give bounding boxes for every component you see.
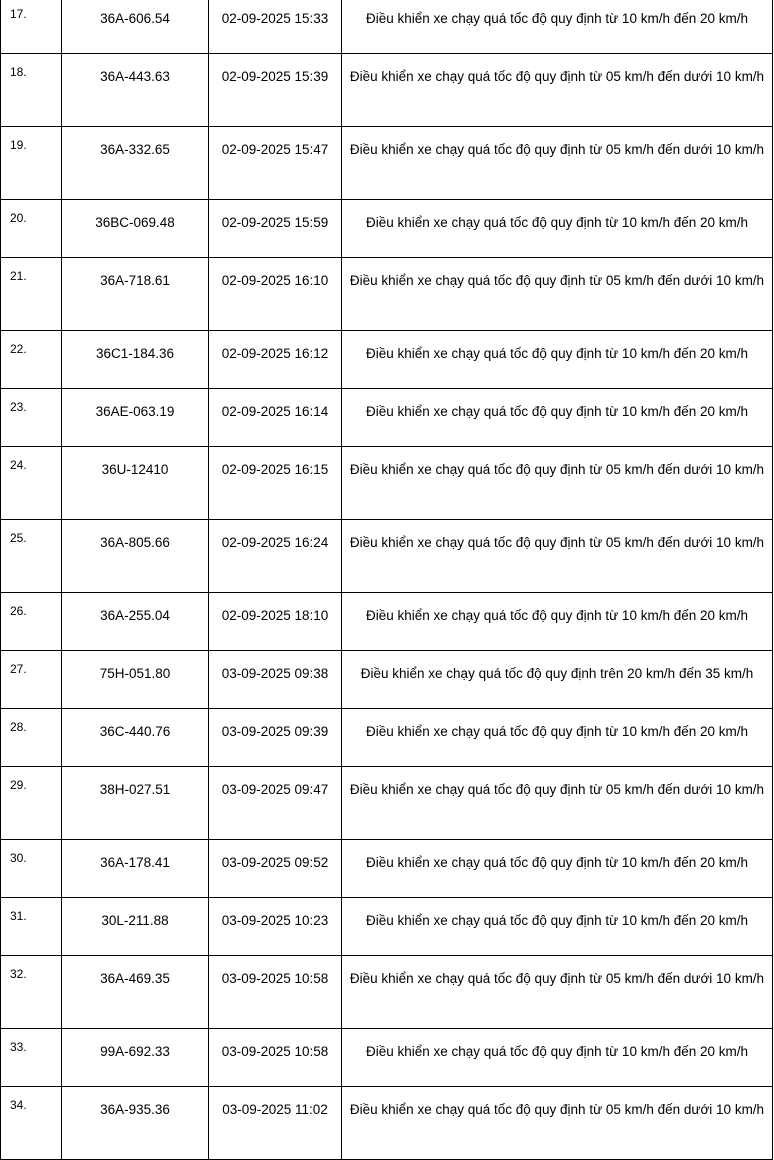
violation-time-cell: 02-09-2025 16:24 bbox=[209, 520, 342, 593]
violations-table-body bbox=[1, 0, 773, 1160]
license-plate-cell: 36A-805.66 bbox=[62, 520, 209, 593]
license-plate-cell: 36BC-069.48 bbox=[62, 200, 209, 258]
violation-time-cell: 02-09-2025 15:59 bbox=[209, 200, 342, 258]
violation-time-cell: 03-09-2025 10:58 bbox=[209, 1029, 342, 1087]
license-plate-cell: 36AE-063.19 bbox=[62, 389, 209, 447]
violation-description-cell: Điều khiển xe chạy quá tốc độ quy định từ 05 km/h đến dưới 10 km/h bbox=[342, 127, 773, 200]
violation-time-cell: 02-09-2025 16:15 bbox=[209, 447, 342, 520]
violation-time-cell: 03-09-2025 09:52 bbox=[209, 840, 342, 898]
violation-description-cell: Điều khiển xe chạy quá tốc độ quy định từ 10 km/h đến 20 km/h bbox=[342, 200, 773, 258]
license-plate-cell: 38H-027.51 bbox=[62, 767, 209, 840]
violation-time-cell: 02-09-2025 16:14 bbox=[209, 389, 342, 447]
violation-time-cell: 03-09-2025 09:39 bbox=[209, 709, 342, 767]
violation-description-cell: Điều khiển xe chạy quá tốc độ quy định từ 10 km/h đến 20 km/h bbox=[342, 593, 773, 651]
license-plate-cell: 36C-440.76 bbox=[62, 709, 209, 767]
table-row bbox=[1, 709, 773, 767]
row-number-cell: 26. bbox=[1, 593, 62, 651]
license-plate-cell: 30L-211.88 bbox=[62, 898, 209, 956]
row-number-cell: 27. bbox=[1, 651, 62, 709]
row-number-cell: 23. bbox=[1, 389, 62, 447]
license-plate-cell: 99A-692.33 bbox=[62, 1029, 209, 1087]
table-row bbox=[1, 767, 773, 840]
row-number-cell: 24. bbox=[1, 447, 62, 520]
license-plate-cell: 36A-178.41 bbox=[62, 840, 209, 898]
violation-time-cell: 02-09-2025 16:12 bbox=[209, 331, 342, 389]
violation-time-cell: 03-09-2025 11:02 bbox=[209, 1087, 342, 1160]
violation-time-cell: 02-09-2025 15:39 bbox=[209, 54, 342, 127]
table-row bbox=[1, 956, 773, 1029]
license-plate-cell: 36A-469.35 bbox=[62, 956, 209, 1029]
row-number-cell: 33. bbox=[1, 1029, 62, 1087]
violation-description-cell: Điều khiển xe chạy quá tốc độ quy định từ 10 km/h đến 20 km/h bbox=[342, 0, 773, 54]
table-row bbox=[1, 0, 773, 54]
violation-description-cell: Điều khiển xe chạy quá tốc độ quy định từ 10 km/h đến 20 km/h bbox=[342, 331, 773, 389]
violation-description-cell: Điều khiển xe chạy quá tốc độ quy định từ 05 km/h đến dưới 10 km/h bbox=[342, 258, 773, 331]
violation-time-cell: 03-09-2025 10:58 bbox=[209, 956, 342, 1029]
violation-description-cell: Điều khiển xe chạy quá tốc độ quy định từ 10 km/h đến 20 km/h bbox=[342, 709, 773, 767]
violation-time-cell: 03-09-2025 09:38 bbox=[209, 651, 342, 709]
violation-description-cell: Điều khiển xe chạy quá tốc độ quy định từ 05 km/h đến dưới 10 km/h bbox=[342, 956, 773, 1029]
violation-time-cell: 02-09-2025 15:47 bbox=[209, 127, 342, 200]
row-number-cell: 17. bbox=[1, 0, 62, 54]
violation-description-cell: Điều khiển xe chạy quá tốc độ quy định trên 20 km/h đến 35 km/h bbox=[342, 651, 773, 709]
table-row bbox=[1, 54, 773, 127]
table-row bbox=[1, 1087, 773, 1160]
violation-description-cell: Điều khiển xe chạy quá tốc độ quy định từ 05 km/h đến dưới 10 km/h bbox=[342, 1087, 773, 1160]
row-number-cell: 32. bbox=[1, 956, 62, 1029]
table-row bbox=[1, 127, 773, 200]
license-plate-cell: 36A-606.54 bbox=[62, 0, 209, 54]
license-plate-cell: 75H-051.80 bbox=[62, 651, 209, 709]
license-plate-cell: 36C1-184.36 bbox=[62, 331, 209, 389]
row-number-cell: 29. bbox=[1, 767, 62, 840]
table-row bbox=[1, 520, 773, 593]
violation-time-cell: 02-09-2025 16:10 bbox=[209, 258, 342, 331]
row-number-cell: 22. bbox=[1, 331, 62, 389]
table-row bbox=[1, 1029, 773, 1087]
row-number-cell: 28. bbox=[1, 709, 62, 767]
violation-description-cell: Điều khiển xe chạy quá tốc độ quy định từ 05 km/h đến dưới 10 km/h bbox=[342, 54, 773, 127]
violation-description-cell: Điều khiển xe chạy quá tốc độ quy định từ 05 km/h đến dưới 10 km/h bbox=[342, 520, 773, 593]
violation-description-cell: Điều khiển xe chạy quá tốc độ quy định từ 05 km/h đến dưới 10 km/h bbox=[342, 447, 773, 520]
table-row bbox=[1, 258, 773, 331]
violation-description-cell: Điều khiển xe chạy quá tốc độ quy định từ 10 km/h đến 20 km/h bbox=[342, 840, 773, 898]
license-plate-cell: 36U-12410 bbox=[62, 447, 209, 520]
table-row bbox=[1, 447, 773, 520]
table-row bbox=[1, 200, 773, 258]
license-plate-cell: 36A-935.36 bbox=[62, 1087, 209, 1160]
table-row bbox=[1, 593, 773, 651]
violation-time-cell: 03-09-2025 10:23 bbox=[209, 898, 342, 956]
row-number-cell: 25. bbox=[1, 520, 62, 593]
violation-description-cell: Điều khiển xe chạy quá tốc độ quy định từ 05 km/h đến dưới 10 km/h bbox=[342, 767, 773, 840]
violation-time-cell: 02-09-2025 18:10 bbox=[209, 593, 342, 651]
violation-time-cell: 02-09-2025 15:33 bbox=[209, 0, 342, 54]
license-plate-cell: 36A-332.65 bbox=[62, 127, 209, 200]
row-number-cell: 30. bbox=[1, 840, 62, 898]
row-number-cell: 18. bbox=[1, 54, 62, 127]
violation-description-cell: Điều khiển xe chạy quá tốc độ quy định từ 10 km/h đến 20 km/h bbox=[342, 389, 773, 447]
license-plate-cell: 36A-718.61 bbox=[62, 258, 209, 331]
table-row bbox=[1, 389, 773, 447]
violation-description-cell: Điều khiển xe chạy quá tốc độ quy định từ 10 km/h đến 20 km/h bbox=[342, 1029, 773, 1087]
row-number-cell: 21. bbox=[1, 258, 62, 331]
row-number-cell: 31. bbox=[1, 898, 62, 956]
license-plate-cell: 36A-443.63 bbox=[62, 54, 209, 127]
violation-description-cell: Điều khiển xe chạy quá tốc độ quy định từ 10 km/h đến 20 km/h bbox=[342, 898, 773, 956]
table-row bbox=[1, 651, 773, 709]
row-number-cell: 34. bbox=[1, 1087, 62, 1160]
row-number-cell: 20. bbox=[1, 200, 62, 258]
table-row bbox=[1, 331, 773, 389]
table-row bbox=[1, 898, 773, 956]
row-number-cell: 19. bbox=[1, 127, 62, 200]
license-plate-cell: 36A-255.04 bbox=[62, 593, 209, 651]
violation-time-cell: 03-09-2025 09:47 bbox=[209, 767, 342, 840]
table-row bbox=[1, 840, 773, 898]
